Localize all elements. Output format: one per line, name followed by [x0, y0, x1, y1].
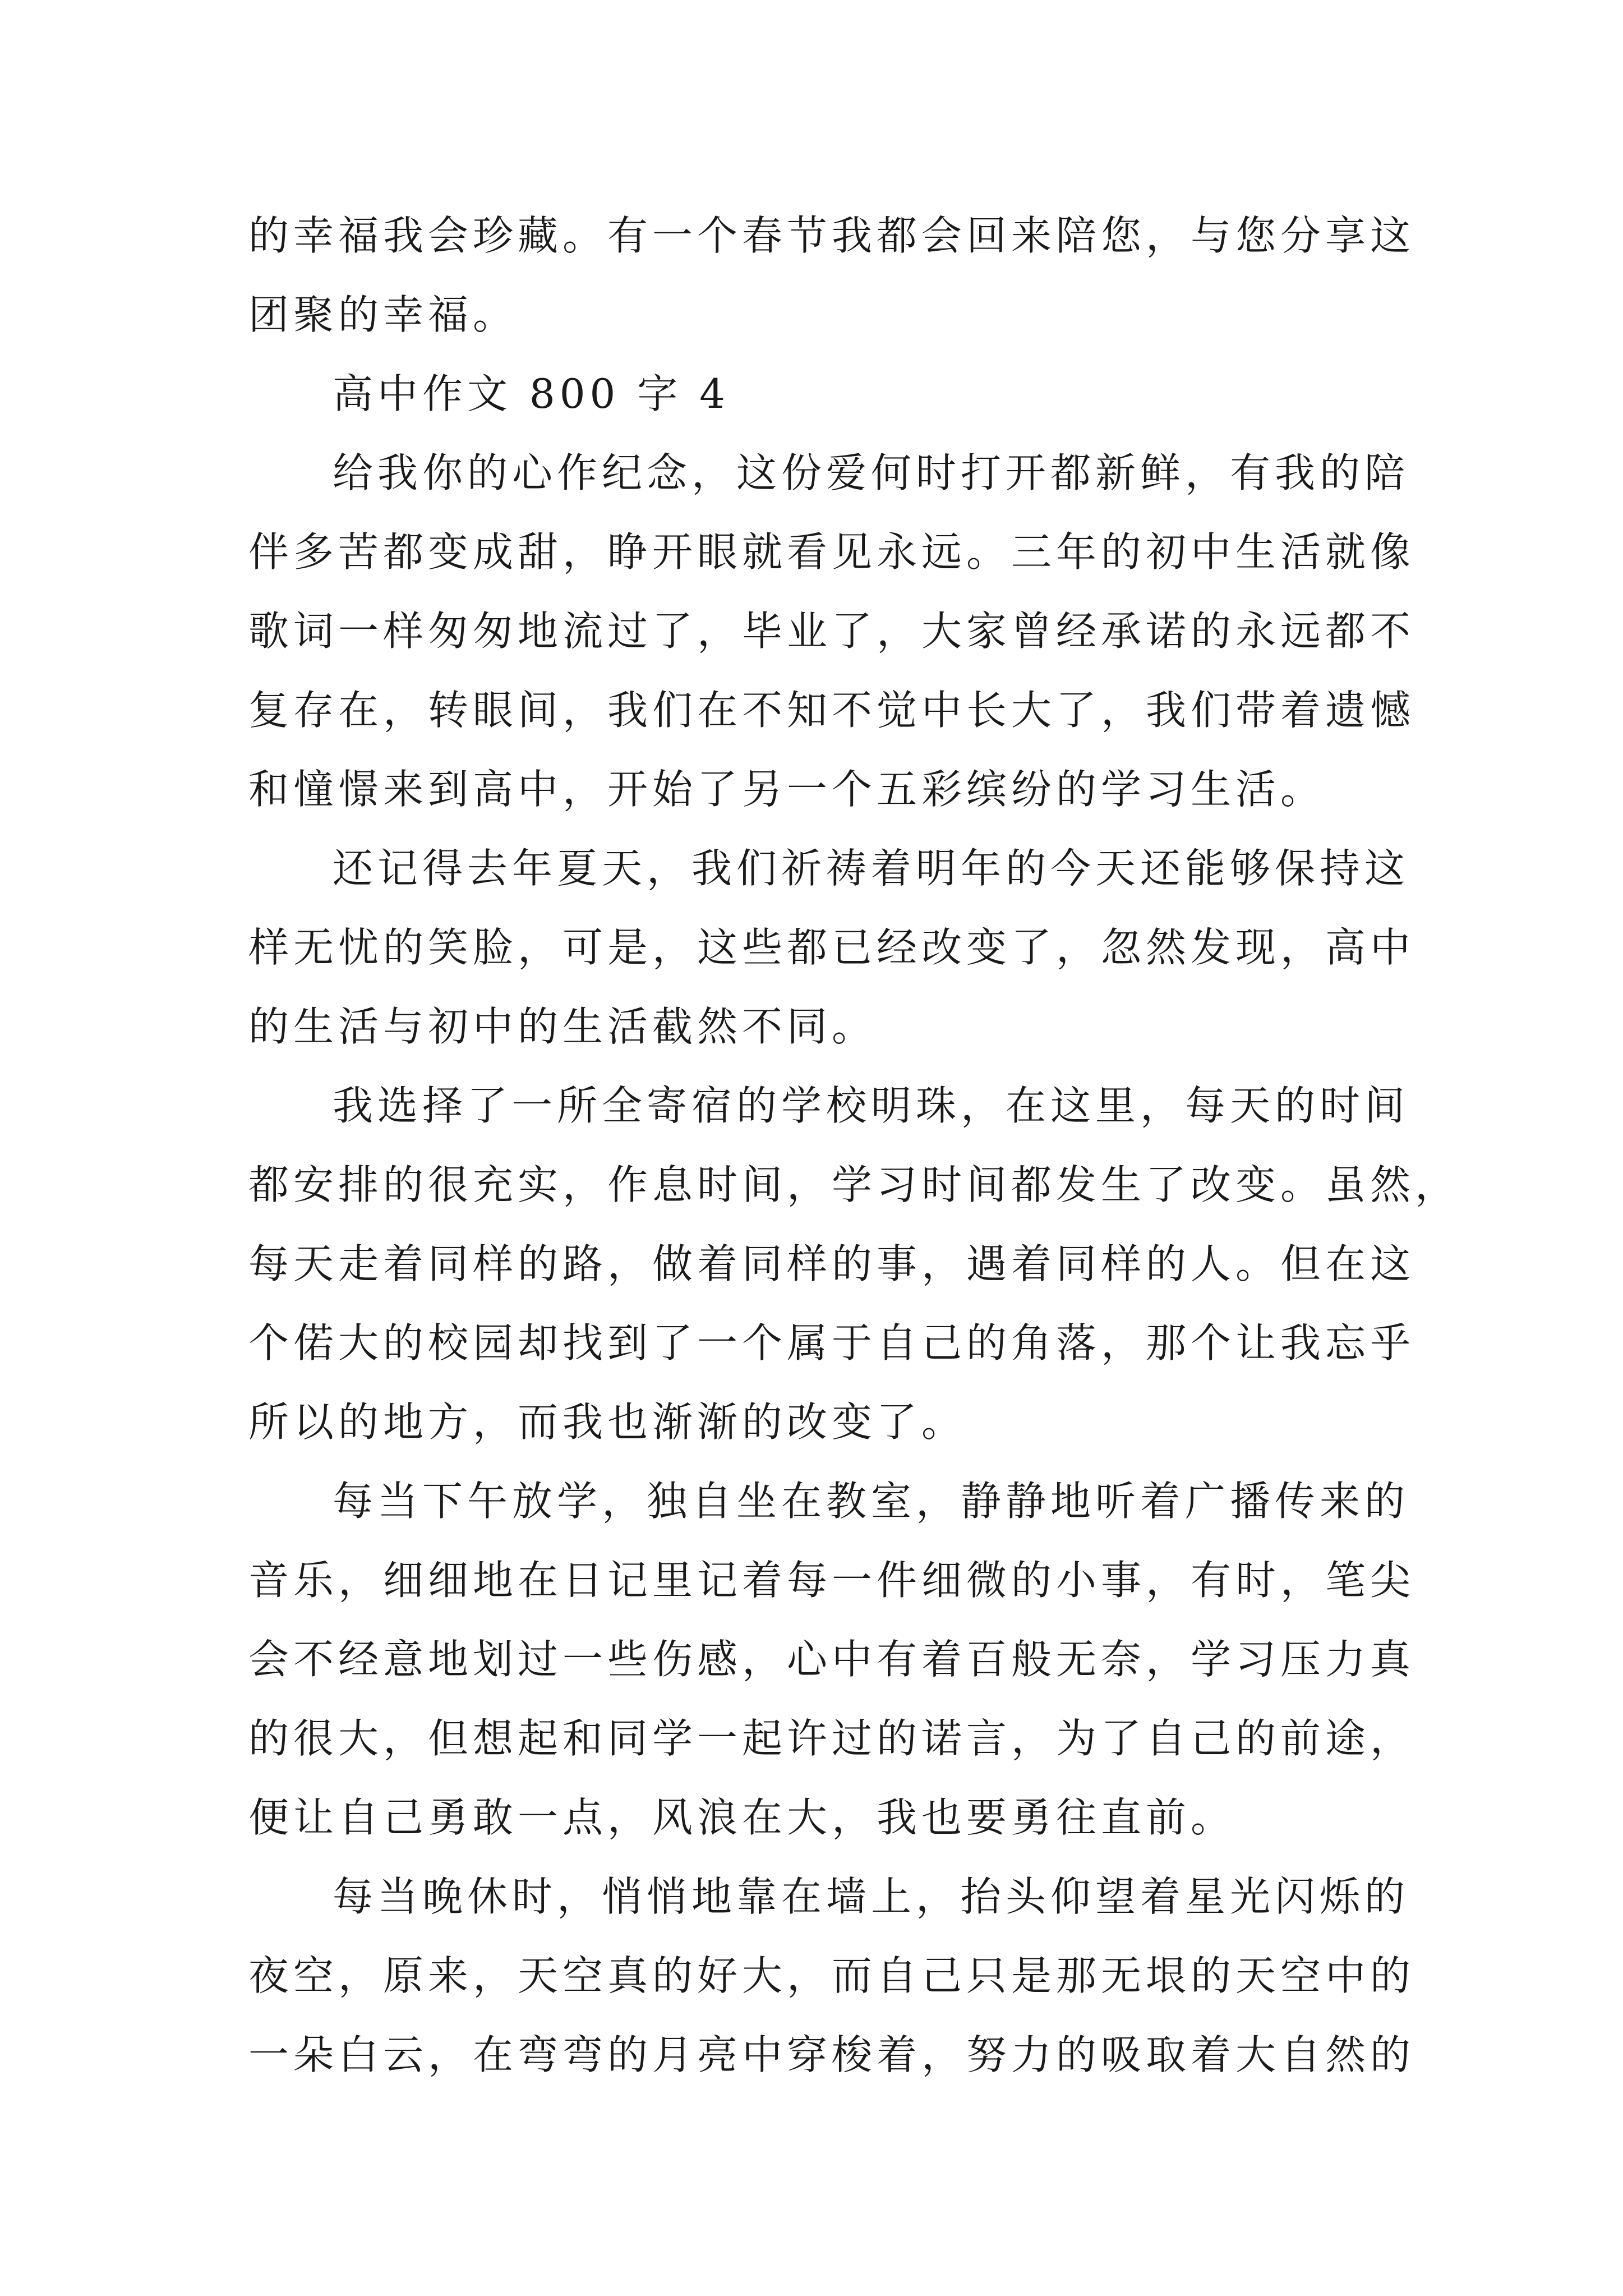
text-line: 夜空，原来，天空真的好大，而自己只是那无垠的天空中的	[248, 1952, 1415, 1999]
text-line: 都安排的很充实，作息时间，学习时间都发生了改变。虽然，	[248, 1161, 1460, 1208]
text-line: 复存在，转眼间，我们在不知不觉中长大了，我们带着遗憾	[248, 687, 1415, 734]
text-line: 样无忧的笑脸，可是，这些都已经改变了，忽然发现，高中	[248, 924, 1415, 971]
section-heading: 高中作文 800 字 4	[333, 370, 730, 417]
text-line: 我选择了一所全寄宿的学校明珠，在这里，每天的时间	[333, 1082, 1410, 1129]
text-line: 给我你的心作纪念，这份爱何时打开都新鲜，有我的陪	[333, 449, 1410, 496]
text-line: 每当下午放学，独自坐在教室，静静地听着广播传来的	[333, 1478, 1410, 1525]
text-line: 便让自己勇敢一点，风浪在大，我也要勇往直前。	[248, 1794, 1236, 1841]
text-line: 团聚的幸福。	[248, 291, 518, 338]
text-line: 每天走着同样的路，做着同样的事，遇着同样的人。但在这	[248, 1240, 1415, 1287]
text-line: 一朵白云，在弯弯的月亮中穿梭着，努力的吸取着大自然的	[248, 2031, 1415, 2078]
text-line: 的生活与初中的生活截然不同。	[248, 1003, 877, 1050]
text-line: 个偌大的校园却找到了一个属于自己的角落，那个让我忘乎	[248, 1319, 1415, 1366]
text-line: 伴多苦都变成甜，睁开眼就看见永远。三年的初中生活就像	[248, 528, 1415, 576]
text-line: 歌词一样匆匆地流过了，毕业了，大家曾经承诺的永远都不	[248, 608, 1415, 655]
text-line: 的幸福我会珍藏。有一个春节我都会回来陪您，与您分享这	[248, 212, 1415, 259]
text-line: 会不经意地划过一些伤感，心中有着百般无奈，学习压力真	[248, 1636, 1415, 1683]
text-line: 和憧憬来到高中，开始了另一个五彩缤纷的学习生活。	[248, 766, 1326, 813]
text-line: 每当晚休时，悄悄地靠在墙上，抬头仰望着星光闪烁的	[333, 1873, 1410, 1920]
text-line: 音乐，细细地在日记里记着每一件细微的小事，有时，笔尖	[248, 1557, 1415, 1604]
text-line: 还记得去年夏天，我们祈祷着明年的今天还能够保持这	[333, 845, 1410, 892]
text-line: 所以的地方，而我也渐渐的改变了。	[248, 1398, 967, 1446]
text-line: 的很大，但想起和同学一起许过的诺言，为了自己的前途，	[248, 1715, 1415, 1762]
body-text	[248, 196, 1460, 2095]
